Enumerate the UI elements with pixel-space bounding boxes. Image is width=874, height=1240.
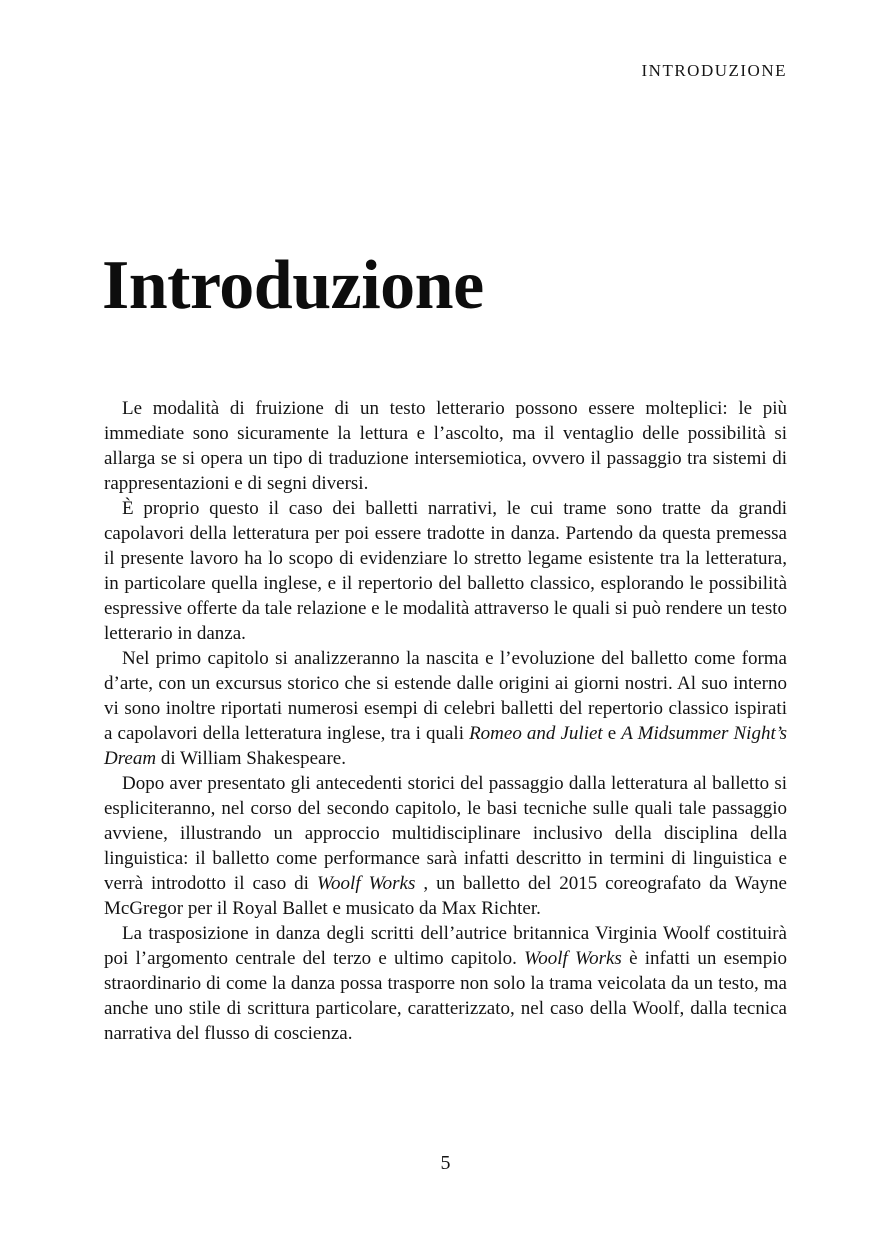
text-segment: Nel primo capitolo si analizzeranno la nascita e l’evoluzione del balletto come forma d’arte, con un excursus storico che si estende dalle origini ai giorni nostri. Al suo interno vi sono inoltre riportati numerosi esempi di celebri balletti del repertorio classico ispirati a capolavori della letteratura inglese, tra i quali: [104, 648, 787, 744]
text-segment: Dopo aver presentato gli antecedenti storici del passaggio dalla letteratura al balletto si espliciteranno, nel corso del secondo capitolo, le basi tecniche sulle quali tale passaggio avviene, illustrando un approccio multidisciplinare inclusivo della disciplina della linguistica: il balletto come performance sarà infatti descritto in termini di linguistica e verrà introdotto il caso di: [104, 773, 787, 894]
running-header: INTRODUZIONE: [641, 61, 787, 80]
ballet-title-woolf-works: Woolf Works: [524, 948, 622, 969]
paragraph-1: [104, 396, 787, 496]
paragraph-2: [104, 496, 787, 646]
text-segment: di William Shakespeare.: [156, 748, 346, 769]
paragraph-5: [104, 921, 787, 1046]
page-number: 5: [440, 1152, 451, 1174]
book-title-romeo-and-juliet: Romeo and Juliet: [469, 723, 603, 744]
text-segment: è infatti un esempio straordinario di come la danza possa trasporre non solo la trama veicolata da un testo, ma anche uno stile di scrittura particolare, caratterizzato, nel caso della Woolf, dalla tecnica narrativa del flusso di coscienza.: [104, 948, 787, 1044]
book-title-midsummer-nights-dream: A Midsummer Night’s Dream: [104, 723, 787, 769]
text-segment: La trasposizione in danza degli scritti dell’autrice britannica Virginia Woolf costituirà poi l’argomento centrale del terzo e ultimo capitolo.: [104, 923, 787, 969]
ballet-title-woolf-works: Woolf Works: [316, 873, 416, 894]
body-text: [104, 396, 787, 1046]
chapter-title: Introduzione: [102, 247, 484, 324]
text-segment: Le modalità di fruizione di un testo letterario possono essere molteplici: le più immediate sono sicuramente la lettura e l’ascolto, ma il ventaglio delle possibilità si allarga se si opera un tipo di traduzione intersemiotica, ovvero il passaggio tra sistemi di rappresentazioni e di segni diversi.: [104, 398, 787, 494]
paragraph-4: [104, 771, 787, 921]
text-segment: , un balletto del 2015 coreografato da Wayne McGregor per il Royal Ballet e musicato da Max Richter.: [104, 873, 787, 919]
paragraph-3: [104, 646, 787, 771]
text-segment: È proprio questo il caso dei balletti narrativi, le cui trame sono tratte da grandi capolavori della letteratura per poi essere tradotte in danza. Partendo da questa premessa il presente lavoro ha lo scopo di evidenziare lo stretto legame esistente tra la letteratura, in particolare quella inglese, e il repertorio del balletto classico, esplorando le possibilità espressive offerte da tale relazione e le modalità attraverso le quali si può rendere un testo letterario in danza.: [104, 498, 787, 644]
text-segment: e: [602, 723, 622, 744]
